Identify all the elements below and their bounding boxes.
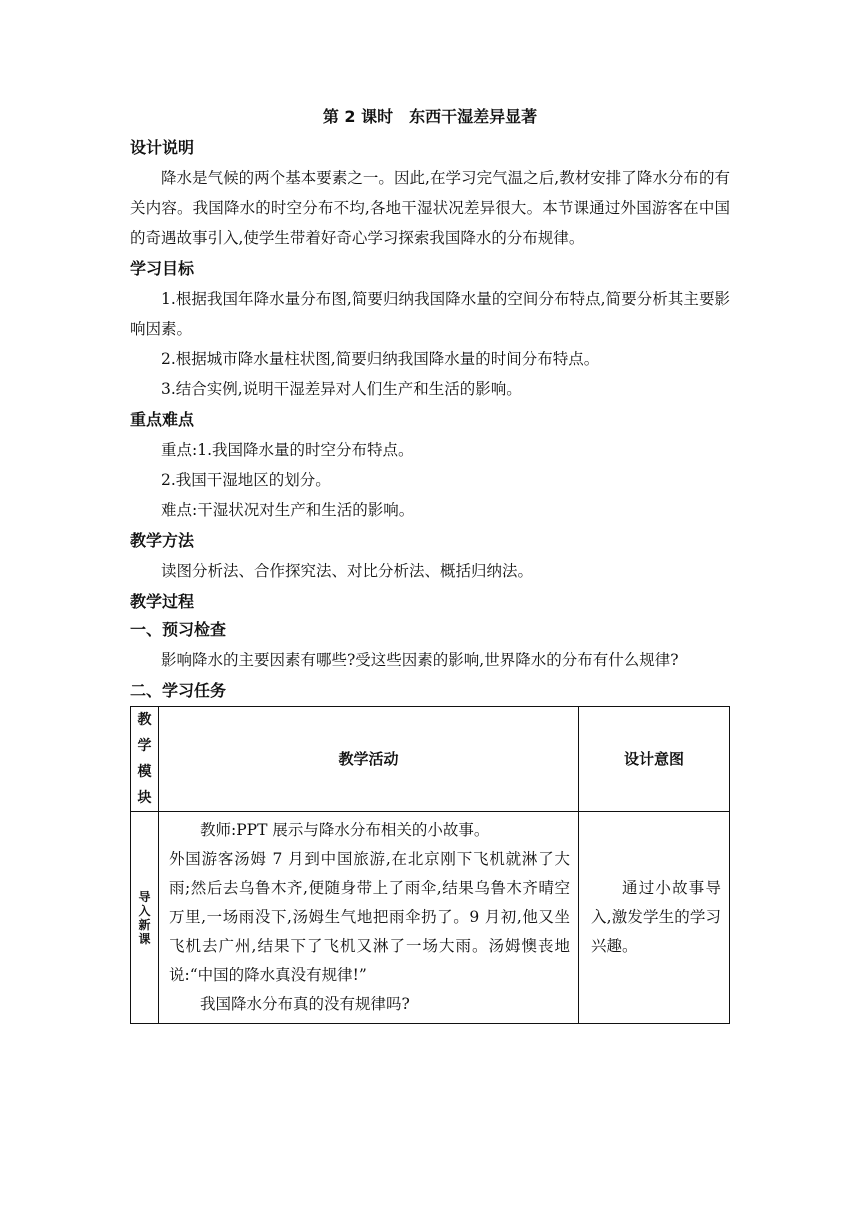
- preview-heading: 一、预习检查: [130, 620, 227, 639]
- table-row: [131, 812, 730, 1024]
- header-activity: 教学活动: [159, 707, 579, 812]
- design-text: 降水是气候的两个基本要素之一。因此,在学习完气温之后,教材安排了降水分布的有关内容。我国降水的时空分布不均,各地干湿状况差异很大。本节课通过外国游客在中国的奇遇故事引入,使学生带着好奇心学习探索我国降水的分布规律。: [130, 169, 730, 247]
- goals-heading: 学习目标: [130, 259, 195, 278]
- header-intent: 设计意图: [579, 707, 730, 812]
- key-points-heading: 重点难点: [130, 410, 195, 429]
- key-point-item: 2.我国干湿地区的划分。: [161, 471, 331, 489]
- document-page: [130, 106, 730, 1024]
- lesson-title: 第 2 课时 东西干湿差异显著: [322, 107, 538, 126]
- tasks-heading: 二、学习任务: [130, 681, 227, 700]
- goal-item: 2.根据城市降水量柱状图,简要归纳我国降水量的时间分布特点。: [161, 350, 600, 368]
- tasks-table: [130, 706, 730, 1024]
- intent-cell: [579, 812, 730, 1024]
- design-heading: 设计说明: [130, 138, 195, 157]
- key-point-item: 难点:干湿状况对生产和生活的影响。: [161, 501, 415, 519]
- goal-item: 3.结合实例,说明干湿差异对人们生产和生活的影响。: [161, 380, 522, 398]
- methods-text: 读图分析法、合作探究法、对比分析法、概括归纳法。: [161, 562, 534, 580]
- goal-item: 1.根据我国年降水量分布图,简要归纳我国降水量的空间分布特点,简要分析其主要影响因素。: [130, 290, 730, 338]
- header-module: 教学模块: [131, 707, 159, 812]
- key-point-item: 重点:1.我国降水量的时空分布特点。: [161, 441, 414, 459]
- activity-line: 外国游客汤姆 7 月到中国旅游,在北京刚下飞机就淋了大雨;然后去乌鲁木齐,便随身带上了雨伞,结果乌鲁木齐晴空万里,一场雨没下,汤姆生气地把雨伞扔了。9 月初,他又坐飞机去广州,结果下了飞机又淋了一场大雨。汤姆懊丧地说:“中国的降水真没有规律!”: [169, 850, 570, 984]
- intent-text: 通过小故事导入,激发学生的学习兴趣。: [591, 879, 721, 955]
- module-cell: 导入新课: [131, 812, 159, 1024]
- activity-cell: [159, 812, 579, 1024]
- activity-line: 我国降水分布真的没有规律吗?: [200, 995, 410, 1013]
- table-header-row: [131, 707, 730, 812]
- process-heading: 教学过程: [130, 592, 195, 611]
- methods-heading: 教学方法: [130, 531, 195, 550]
- activity-line: 教师:PPT 展示与降水分布相关的小故事。: [200, 821, 490, 839]
- preview-text: 影响降水的主要因素有哪些?受这些因素的影响,世界降水的分布有什么规律?: [161, 651, 679, 669]
